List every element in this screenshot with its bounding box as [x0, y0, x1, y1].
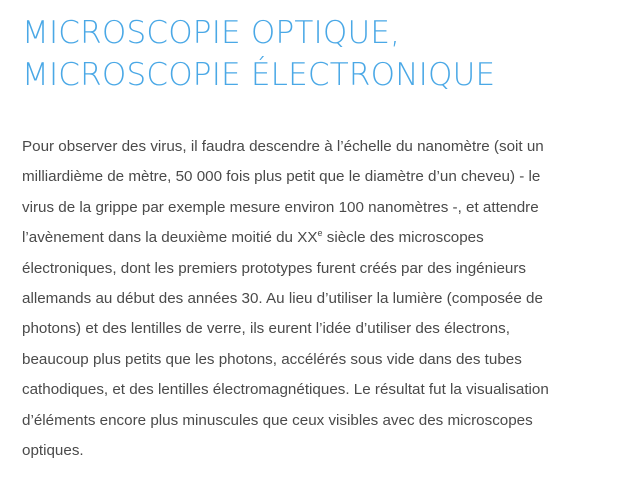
- body-line-5: électroniques, dont les premiers prototypes furent créés par des ingénieurs: [22, 259, 526, 277]
- body-line-4-start: l’avènement dans la deuxième moitié du XX: [22, 229, 318, 247]
- body-line-7: photons) et des lentilles de verre, ils eurent l’idée d’utiliser des électrons,: [22, 320, 510, 338]
- title-line-1: MICROSCOPIE OPTIQUE,: [22, 15, 401, 51]
- body-line-4-end: siècle des microscopes: [322, 229, 484, 247]
- title-line-2: MICROSCOPIE ÉLECTRONIQUE: [22, 57, 496, 93]
- body-line-2: milliardième de mètre, 50 000 fois plus petit que le diamètre d’un cheveu) - le: [22, 168, 541, 186]
- body-line-3: virus de la grippe par exemple mesure environ 100 nanomètres -, et attendre: [22, 198, 539, 216]
- body-line-6: allemands au début des années 30. Au lieu d’utiliser la lumière (composée de: [22, 290, 543, 308]
- body-line-4: [22, 223, 592, 253]
- body-paragraph: [22, 132, 592, 466]
- century-superscript: e: [317, 228, 323, 239]
- body-line-8: beaucoup plus petits que les photons, accélérés sous vide dans des tubes: [22, 350, 522, 368]
- body-line-11: optiques.: [22, 442, 84, 460]
- body-line-9: cathodiques, et des lentilles électromagnétiques. Le résultat fut la visualisation: [22, 381, 549, 399]
- body-line-1: Pour observer des virus, il faudra descendre à l’échelle du nanomètre (soit un: [22, 138, 544, 155]
- section-title: [22, 0, 595, 96]
- body-line-10: d’éléments encore plus minuscules que ceux visibles avec des microscopes: [22, 411, 533, 429]
